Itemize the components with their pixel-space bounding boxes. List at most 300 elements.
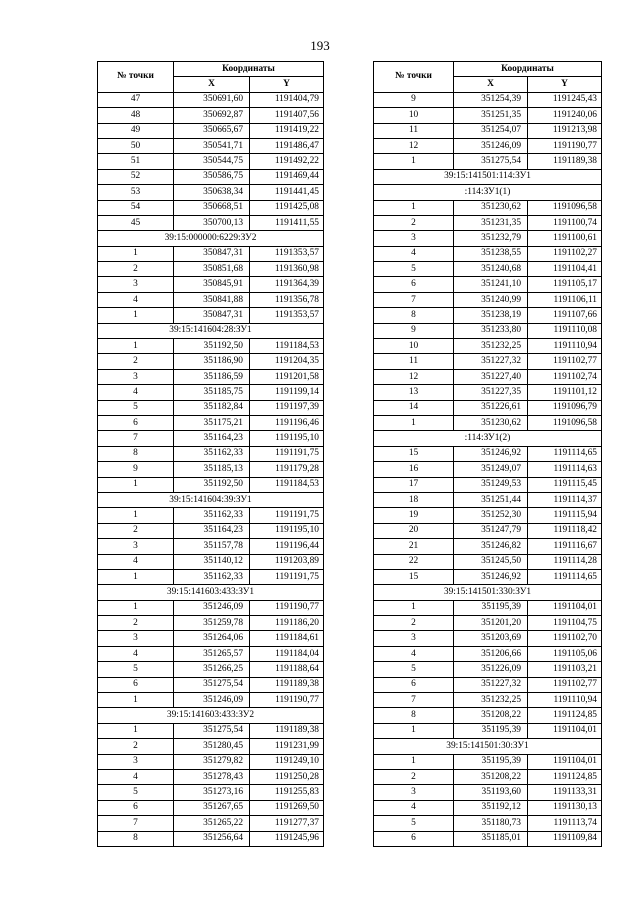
point-number-cell: 11 (374, 123, 454, 138)
parcel-section-label: 39:15:141501:114:ЗУ1 (374, 169, 602, 184)
table-row (374, 246, 602, 261)
y-coordinate-cell: 1191124,85 (528, 769, 602, 784)
y-coordinate-cell: 1191469,44 (250, 169, 324, 184)
y-coordinate-cell: 1191102,77 (528, 354, 602, 369)
point-number-cell: 8 (98, 446, 174, 461)
y-coordinate-cell: 1191353,57 (250, 246, 324, 261)
coordinates-table-left (97, 61, 324, 847)
table-row (374, 369, 602, 384)
table-row (374, 339, 602, 354)
point-number-header: № точки (98, 62, 174, 93)
point-number-cell: 4 (98, 385, 174, 400)
point-number-cell: 5 (98, 785, 174, 800)
y-coordinate-cell: 1191197,39 (250, 400, 324, 415)
point-number-cell: 6 (98, 800, 174, 815)
point-number-cell: 15 (374, 569, 454, 584)
y-coordinate-cell: 1191115,45 (528, 477, 602, 492)
x-coordinate-cell: 351259,78 (174, 616, 250, 631)
x-coordinate-cell: 351240,99 (454, 292, 528, 307)
x-coordinate-cell: 351246,09 (174, 693, 250, 708)
table-row (98, 569, 324, 584)
table-row (374, 492, 602, 507)
x-coordinate-cell: 351246,82 (454, 539, 528, 554)
point-number-cell: 19 (374, 508, 454, 523)
point-number-cell: 2 (98, 523, 174, 538)
table-row (374, 385, 602, 400)
y-coordinate-cell: 1191249,10 (250, 754, 324, 769)
y-coordinate-cell: 1191114,63 (528, 462, 602, 477)
x-coordinate-cell: 351233,80 (454, 323, 528, 338)
table-row (98, 108, 324, 123)
y-coordinate-cell: 1191353,57 (250, 308, 324, 323)
x-coordinate-cell: 351266,25 (174, 662, 250, 677)
y-coordinate-cell: 1191186,20 (250, 616, 324, 631)
point-number-cell: 3 (374, 785, 454, 800)
parcel-section-label: 39:15:141501:330:ЗУ1 (374, 585, 602, 600)
x-coordinate-cell: 350851,68 (174, 262, 250, 277)
table-row (98, 200, 324, 215)
table-row (98, 646, 324, 661)
point-number-cell: 1 (374, 754, 454, 769)
point-number-cell: 4 (98, 554, 174, 569)
table-row (98, 369, 324, 384)
point-number-cell: 3 (98, 277, 174, 292)
x-coordinate-cell: 351227,32 (454, 354, 528, 369)
x-coordinate-cell: 351227,32 (454, 677, 528, 692)
y-coordinate-cell: 1191104,01 (528, 723, 602, 738)
point-number-cell: 6 (374, 831, 454, 846)
table-row (98, 154, 324, 169)
x-coordinate-cell: 351231,35 (454, 215, 528, 230)
table-row (98, 138, 324, 153)
point-number-cell: 5 (374, 662, 454, 677)
point-number-cell: 11 (374, 354, 454, 369)
x-coordinate-cell: 351265,57 (174, 646, 250, 661)
point-number-cell: 10 (374, 108, 454, 123)
point-number-cell: 51 (98, 154, 174, 169)
table-row (98, 662, 324, 677)
y-coordinate-cell: 1191105,06 (528, 646, 602, 661)
parcel-section-label: 39:15:141604:28:ЗУ1 (98, 323, 324, 338)
point-number-cell: 1 (98, 569, 174, 584)
x-coordinate-cell: 350665,67 (174, 123, 250, 138)
coordinates-header: Координаты (174, 62, 324, 77)
y-coordinate-cell: 1191269,50 (250, 800, 324, 815)
table-row (374, 200, 602, 215)
y-coordinate-cell: 1191191,75 (250, 446, 324, 461)
table-row (98, 277, 324, 292)
table-row (98, 446, 324, 461)
y-coordinate-cell: 1191130,13 (528, 800, 602, 815)
table-row (98, 600, 324, 615)
table-row (98, 385, 324, 400)
point-number-cell: 1 (374, 154, 454, 169)
y-coordinate-cell: 1191441,45 (250, 185, 324, 200)
y-coordinate-cell: 1191109,84 (528, 831, 602, 846)
table-row (98, 754, 324, 769)
point-number-cell: 8 (374, 308, 454, 323)
x-coordinate-cell: 351164,23 (174, 523, 250, 538)
x-coordinate-cell: 351249,53 (454, 477, 528, 492)
section-row (374, 739, 602, 754)
point-number-cell: 14 (374, 400, 454, 415)
table-body (374, 92, 602, 846)
section-row (374, 585, 602, 600)
table-row (374, 354, 602, 369)
x-coordinate-cell: 351175,21 (174, 415, 250, 430)
table-row (98, 462, 324, 477)
y-coordinate-cell: 1191191,75 (250, 569, 324, 584)
point-number-cell: 16 (374, 462, 454, 477)
parcel-section-label: 39:15:141603:433:ЗУ1 (98, 585, 324, 600)
point-number-cell: 1 (98, 246, 174, 261)
x-coordinate-cell: 351278,43 (174, 769, 250, 784)
point-number-cell: 1 (374, 723, 454, 738)
table-row (374, 400, 602, 415)
page-number: 193 (310, 38, 330, 53)
y-coordinate-cell: 1191189,38 (250, 723, 324, 738)
x-coordinate-cell: 351275,54 (454, 154, 528, 169)
y-coordinate-cell: 1191110,08 (528, 323, 602, 338)
table-row (374, 508, 602, 523)
table-row (374, 123, 602, 138)
y-coordinate-cell: 1191356,78 (250, 292, 324, 307)
y-coordinate-cell: 1191419,22 (250, 123, 324, 138)
table-row (374, 539, 602, 554)
x-coordinate-cell: 350691,60 (174, 92, 250, 107)
x-coordinate-cell: 351195,39 (454, 600, 528, 615)
table-row (374, 231, 602, 246)
y-coordinate-cell: 1191195,10 (250, 431, 324, 446)
table-row (98, 631, 324, 646)
table-row (374, 693, 602, 708)
point-number-cell: 49 (98, 123, 174, 138)
x-coordinate-cell: 351185,13 (174, 462, 250, 477)
x-coordinate-cell: 351208,22 (454, 769, 528, 784)
y-coordinate-cell: 1191189,38 (528, 154, 602, 169)
y-coordinate-cell: 1191116,67 (528, 539, 602, 554)
y-coordinate-cell: 1191107,66 (528, 308, 602, 323)
table-row (374, 754, 602, 769)
point-number-cell: 2 (98, 354, 174, 369)
table-row (374, 785, 602, 800)
point-number-cell: 1 (98, 723, 174, 738)
x-coordinate-cell: 351238,19 (454, 308, 528, 323)
table-row (98, 262, 324, 277)
point-number-cell: 48 (98, 108, 174, 123)
x-coordinate-cell: 351226,61 (454, 400, 528, 415)
table-row (374, 262, 602, 277)
x-coordinate-cell: 351232,25 (454, 339, 528, 354)
y-coordinate-cell: 1191114,65 (528, 569, 602, 584)
parcel-section-label: 39:15:141501:30:ЗУ1 (374, 739, 602, 754)
y-coordinate-cell: 1191240,06 (528, 108, 602, 123)
x-coordinate-cell: 351246,09 (454, 138, 528, 153)
table-row (98, 92, 324, 107)
x-coordinate-cell: 350668,51 (174, 200, 250, 215)
y-coordinate-cell: 1191104,01 (528, 600, 602, 615)
y-coordinate-cell: 1191110,94 (528, 339, 602, 354)
x-coordinate-cell: 351246,09 (174, 600, 250, 615)
point-number-cell: 8 (374, 708, 454, 723)
x-coordinate-cell: 351279,82 (174, 754, 250, 769)
point-number-cell: 47 (98, 92, 174, 107)
y-coordinate-cell: 1191364,39 (250, 277, 324, 292)
section-row (98, 492, 324, 507)
table-row (98, 554, 324, 569)
y-coordinate-cell: 1191104,41 (528, 262, 602, 277)
table-row (98, 739, 324, 754)
point-number-cell: 4 (374, 646, 454, 661)
point-number-cell: 13 (374, 385, 454, 400)
y-coordinate-cell: 1191110,94 (528, 693, 602, 708)
y-coordinate-cell: 1191190,77 (250, 693, 324, 708)
y-coordinate-cell: 1191096,58 (528, 415, 602, 430)
point-number-cell: 7 (374, 693, 454, 708)
table-row (98, 477, 324, 492)
point-number-cell: 2 (374, 616, 454, 631)
y-coordinate-cell: 1191203,89 (250, 554, 324, 569)
x-coordinate-cell: 350638,34 (174, 185, 250, 200)
section-row (98, 231, 324, 246)
x-header: X (454, 77, 528, 92)
point-number-cell: 4 (374, 800, 454, 815)
y-header: Y (528, 77, 602, 92)
y-coordinate-cell: 1191231,99 (250, 739, 324, 754)
x-coordinate-cell: 351252,30 (454, 508, 528, 523)
point-number-cell: 1 (374, 200, 454, 215)
table-row (98, 246, 324, 261)
point-number-cell: 12 (374, 369, 454, 384)
y-coordinate-cell: 1191105,17 (528, 277, 602, 292)
x-coordinate-cell: 351249,07 (454, 462, 528, 477)
x-coordinate-cell: 351273,16 (174, 785, 250, 800)
table-row (98, 339, 324, 354)
y-coordinate-cell: 1191425,08 (250, 200, 324, 215)
point-number-cell: 12 (374, 138, 454, 153)
y-coordinate-cell: 1191103,21 (528, 662, 602, 677)
y-coordinate-cell: 1191190,77 (528, 138, 602, 153)
y-coordinate-cell: 1191124,85 (528, 708, 602, 723)
table-row (98, 431, 324, 446)
x-coordinate-cell: 351241,10 (454, 277, 528, 292)
x-coordinate-cell: 351245,50 (454, 554, 528, 569)
point-number-cell: 5 (98, 400, 174, 415)
table-row (374, 92, 602, 107)
point-number-cell: 1 (98, 308, 174, 323)
x-coordinate-cell: 351182,84 (174, 400, 250, 415)
point-number-cell: 6 (98, 415, 174, 430)
point-number-cell: 4 (98, 292, 174, 307)
x-coordinate-cell: 351251,35 (454, 108, 528, 123)
table-row (374, 415, 602, 430)
section-row (98, 585, 324, 600)
table-row (374, 662, 602, 677)
x-coordinate-cell: 351256,64 (174, 831, 250, 846)
y-coordinate-cell: 1191411,55 (250, 215, 324, 230)
x-coordinate-cell: 350845,91 (174, 277, 250, 292)
table-row (98, 185, 324, 200)
x-coordinate-cell: 351238,55 (454, 246, 528, 261)
parcel-section-label: :114:ЗУ1(1) (374, 185, 602, 200)
table-row (98, 523, 324, 538)
point-number-cell: 5 (98, 662, 174, 677)
x-coordinate-cell: 351186,59 (174, 369, 250, 384)
table-row (374, 569, 602, 584)
x-coordinate-cell: 351162,33 (174, 508, 250, 523)
coordinates-table-right (373, 61, 602, 847)
y-coordinate-cell: 1191492,22 (250, 154, 324, 169)
table-row (374, 616, 602, 631)
point-number-cell: 1 (98, 339, 174, 354)
table-row (98, 169, 324, 184)
y-coordinate-cell: 1191100,61 (528, 231, 602, 246)
point-number-cell: 10 (374, 339, 454, 354)
x-coordinate-cell: 351203,69 (454, 631, 528, 646)
table-row (374, 277, 602, 292)
y-coordinate-cell: 1191102,27 (528, 246, 602, 261)
x-coordinate-cell: 351206,66 (454, 646, 528, 661)
point-number-cell: 9 (374, 323, 454, 338)
point-number-cell: 1 (374, 600, 454, 615)
table-row (374, 308, 602, 323)
x-coordinate-cell: 350544,75 (174, 154, 250, 169)
point-number-cell: 6 (98, 677, 174, 692)
x-coordinate-cell: 350692,87 (174, 108, 250, 123)
x-coordinate-cell: 351193,60 (454, 785, 528, 800)
table-row (98, 693, 324, 708)
x-coordinate-cell: 351275,54 (174, 723, 250, 738)
point-number-cell: 50 (98, 138, 174, 153)
point-number-cell: 2 (374, 215, 454, 230)
table-row (374, 816, 602, 831)
x-coordinate-cell: 350847,31 (174, 308, 250, 323)
section-row (374, 185, 602, 200)
table-row (374, 323, 602, 338)
point-number-cell: 6 (374, 277, 454, 292)
x-coordinate-cell: 350847,31 (174, 246, 250, 261)
point-number-cell: 45 (98, 215, 174, 230)
point-number-cell: 3 (98, 631, 174, 646)
y-coordinate-cell: 1191188,64 (250, 662, 324, 677)
y-coordinate-cell: 1191184,04 (250, 646, 324, 661)
section-row (98, 323, 324, 338)
point-number-cell: 2 (98, 262, 174, 277)
x-coordinate-cell: 351201,20 (454, 616, 528, 631)
point-number-cell: 22 (374, 554, 454, 569)
x-coordinate-cell: 351232,79 (454, 231, 528, 246)
y-coordinate-cell: 1191184,61 (250, 631, 324, 646)
point-number-cell: 1 (98, 693, 174, 708)
point-number-cell: 53 (98, 185, 174, 200)
x-coordinate-cell: 351192,12 (454, 800, 528, 815)
point-number-cell: 3 (98, 754, 174, 769)
table-row (98, 215, 324, 230)
table-row (374, 138, 602, 153)
point-number-cell: 1 (374, 415, 454, 430)
x-coordinate-cell: 351227,35 (454, 385, 528, 400)
point-number-cell: 4 (374, 246, 454, 261)
y-coordinate-cell: 1191096,79 (528, 400, 602, 415)
x-coordinate-cell: 351265,22 (174, 816, 250, 831)
y-coordinate-cell: 1191104,75 (528, 616, 602, 631)
table-row (98, 831, 324, 846)
y-coordinate-cell: 1191113,74 (528, 816, 602, 831)
table-row (98, 723, 324, 738)
point-number-cell: 1 (98, 477, 174, 492)
table-row (98, 308, 324, 323)
table-row (98, 508, 324, 523)
point-number-cell: 9 (98, 462, 174, 477)
table-row (98, 400, 324, 415)
y-coordinate-cell: 1191196,44 (250, 539, 324, 554)
x-coordinate-cell: 351192,50 (174, 339, 250, 354)
point-number-cell: 4 (98, 769, 174, 784)
table-row (98, 800, 324, 815)
point-number-cell: 3 (374, 631, 454, 646)
x-coordinate-cell: 351230,62 (454, 200, 528, 215)
y-coordinate-cell: 1191114,28 (528, 554, 602, 569)
table-row (98, 123, 324, 138)
y-header: Y (250, 77, 324, 92)
table-row (374, 646, 602, 661)
point-number-cell: 9 (374, 92, 454, 107)
table-row (374, 215, 602, 230)
table-row (374, 708, 602, 723)
y-coordinate-cell: 1191191,75 (250, 508, 324, 523)
section-row (374, 169, 602, 184)
x-coordinate-cell: 351280,45 (174, 739, 250, 754)
x-coordinate-cell: 350541,71 (174, 138, 250, 153)
point-number-cell: 3 (98, 539, 174, 554)
y-coordinate-cell: 1191404,79 (250, 92, 324, 107)
y-coordinate-cell: 1191102,77 (528, 677, 602, 692)
section-row (98, 708, 324, 723)
table-row (374, 723, 602, 738)
coordinates-header: Координаты (454, 62, 602, 77)
point-number-header: № точки (374, 62, 454, 93)
table-row (374, 600, 602, 615)
point-number-cell: 7 (98, 816, 174, 831)
y-coordinate-cell: 1191196,46 (250, 415, 324, 430)
y-coordinate-cell: 1191486,47 (250, 138, 324, 153)
point-number-cell: 15 (374, 446, 454, 461)
x-coordinate-cell: 351275,54 (174, 677, 250, 692)
table-row (374, 800, 602, 815)
point-number-cell: 3 (98, 369, 174, 384)
x-coordinate-cell: 351267,65 (174, 800, 250, 815)
table-row (98, 785, 324, 800)
point-number-cell: 21 (374, 539, 454, 554)
parcel-section-label: 39:15:141603:433:ЗУ2 (98, 708, 324, 723)
point-number-cell: 54 (98, 200, 174, 215)
x-coordinate-cell: 351195,39 (454, 723, 528, 738)
y-coordinate-cell: 1191101,12 (528, 385, 602, 400)
x-coordinate-cell: 351208,22 (454, 708, 528, 723)
x-coordinate-cell: 351140,12 (174, 554, 250, 569)
y-coordinate-cell: 1191115,94 (528, 508, 602, 523)
x-coordinate-cell: 351251,44 (454, 492, 528, 507)
point-number-cell: 5 (374, 816, 454, 831)
table-row (98, 769, 324, 784)
table-row (374, 631, 602, 646)
y-coordinate-cell: 1191213,98 (528, 123, 602, 138)
y-coordinate-cell: 1191201,58 (250, 369, 324, 384)
x-coordinate-cell: 351232,25 (454, 693, 528, 708)
point-number-cell: 52 (98, 169, 174, 184)
point-number-cell: 8 (98, 831, 174, 846)
x-coordinate-cell: 351246,92 (454, 446, 528, 461)
